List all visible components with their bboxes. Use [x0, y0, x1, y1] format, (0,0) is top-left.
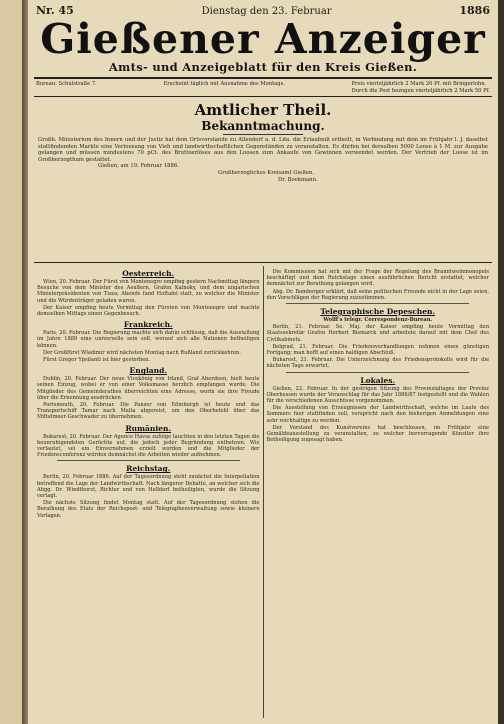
section-heading-reichstag: Reichstag.	[126, 464, 171, 474]
article-paragraph: Bukarest, 21. Februar. Die Unterzeichnung des Friedensprotokolls wird für die nächsten Tage erwartet.	[266, 357, 489, 370]
telegram-bureau: Wolff's telegr. Correspondenz-Bureau.	[323, 317, 433, 324]
article-paragraph: Der Vorstand des Kunstvereins hat beschlossen, im Frühjahr eine Gemäldeausstellung zu veranstalten, zu welcher hervorragende Künstler ihre Betheiligung zugesagt haben.	[266, 424, 489, 444]
section-heading-france: Frankreich.	[123, 320, 173, 330]
official-section-heading: Amtlicher Theil.	[194, 101, 332, 119]
article-paragraph: Portsmouth, 20. Februar. Die Panzer von Edinburgh ist heute und das Transportschiff Tamar nach Malta abgereist, um den Oberbefehl über das Mittelmeer-Geschwader zu übernehmen.	[37, 402, 260, 421]
announcement-signature	[28, 163, 498, 183]
section-heading-telegrams: Telegraphische Depeschen.	[320, 307, 436, 317]
info-price-post: Durch die Post bezogen vierteljährlich 2 Mark 50 Pf.	[351, 87, 490, 94]
section-heading-england: England.	[129, 366, 167, 376]
article-paragraph: Die Ausstellung von Erzeugnissen der Landwirthschaft, welche im Laufe des Sommers hier stattfinden soll, verspricht nach den bisherigen Anmeldungen eine sehr reichhaltige zu werden.	[266, 405, 489, 424]
masthead-info	[28, 79, 498, 96]
article-paragraph: Der Großfürst Wladimir wird nächsten Montag nach Rußland zurückkehren.	[43, 349, 241, 356]
page-edge-shadow	[498, 0, 504, 724]
info-schedule: Erscheint täglich mit Ausnahme des Montags.	[163, 81, 285, 87]
article-paragraph: Wien, 20. Februar. Der Fürst von Montenegro empfing gestern Nachmittag längere Besuche von dem Minister des Aeußern, Grafen Kalnoky, und dem ungarischen Ministerpräsidenten von Tisza; Abends fand Hoftafel statt, zu welcher die Minister und die Würdenträger geladen waren.	[37, 279, 260, 304]
masthead-rule-bottom	[34, 96, 492, 97]
article-paragraph: Die nächste Sitzung findet Montag statt. Auf der Tagesordnung stehen die Berathung des Etats der Reichspost- und Telegraphenverwaltung sowie kleinere Vorlagen.	[37, 500, 260, 519]
signature-office: Großherzogliches Kreisamt Gießen.	[218, 169, 315, 176]
issue-year: 1886	[459, 4, 490, 17]
article-paragraph: Berlin, 21. Februar. Se. Maj. der Kaiser empfing heute Vormittag den Staatssekretär Grafen Herbert Bismarck und arbeitete darauf mit dem Chef des Civilkabinets.	[266, 324, 489, 343]
issue-date: Dienstag den 23. Februar	[201, 6, 332, 17]
info-price-local: Preis vierteljährlich 2 Mark 20 Pf. mit Bringerlohn.	[351, 81, 487, 87]
adjacent-page-stub	[0, 0, 23, 724]
news-columns	[34, 266, 492, 718]
newspaper-page	[28, 0, 498, 724]
signature-place: Gießen, am 19. Februar 1886.	[98, 163, 179, 170]
article-paragraph: Paris, 20. Februar. Die Regierung machte sich dahin schlüssig, daß die Ausstellung im Jahre 1889 eine universelle sein soll, worauf sich alle Nationen betheiligen können.	[37, 330, 260, 349]
article-paragraph: Fürst Gregor Ypsilanti ist hier gestorben.	[43, 357, 151, 364]
info-price	[352, 81, 490, 94]
article-paragraph: Die Kommission hat sich mit der Frage der Regelung des Branntweinmonopols beschäftigt und dem Reichstage einen ausführlichen Bericht erstattet, welcher demnächst zur Berathung gelangen wird.	[266, 269, 489, 288]
announcement-rule	[223, 134, 303, 135]
article-paragraph: Belgrad, 21. Februar. Die Friedensverhandlungen nehmen einen günstigen Fortgang; man hofft auf einen baldigen Abschluß.	[266, 343, 489, 357]
signature-name: Dr. Boekmann.	[278, 176, 318, 183]
article-paragraph: Berlin, 20. Februar 1886. Auf der Tagesordnung steht zunächst die Interpellation betreffend die Lage der Landwirthschaft. Nach längerer Debatte, an welcher sich die Abgg. Dr. Windthorst, Richter und von Helldorf betheiligten, wurde die Sitzung vertagt.	[37, 474, 260, 500]
announcement-heading: Bekanntmachung.	[201, 119, 325, 133]
info-bureau: Bureau: Schulstraße 7.	[36, 81, 97, 87]
article-paragraph: Gießen, 22. Februar. In der gestrigen Sitzung des Provinzialtages der Provinz Oberhessen wurde der Voranschlag für das Jahr 1886/87 festgestellt und die Wahlen für die verschiedenen Ausschüsse vorgenommen.	[266, 385, 489, 405]
section-divider	[286, 303, 469, 304]
section-divider	[286, 372, 469, 373]
article-paragraph: Dublin, 20. Februar. Der neue Vicekönig von Irland, Graf Aberdeen, hielt heute seinen Einzug, wobei er von einer Volksmasse herzlich empfangen wurde. Die Mitglieder des Gemeinderathes überreichten eine Adresse, worin sie ihre Freude über die Ernennung ausdrücken.	[37, 376, 260, 401]
article-paragraph: Bukarest, 20. Februar. Der Agence Havas zufolge tauchten in den letzten Tagen die beunruhigendsten Gerüchte auf, die jedoch jeder Begründung entbehren. Wie verlautet, sei ein Einvernehmen erzielt worden und die Mitglieder der Friedensconferenz würden demnächst die Arbeiten wieder aufnehmen.	[37, 433, 260, 459]
right-column	[263, 266, 492, 718]
section-heading-local: Lokales.	[360, 375, 396, 385]
article-paragraph: Der Kaiser empfing heute Vormittag den Fürsten von Montenegro und machte demselben Mittags einen Gegenbesuch.	[37, 304, 260, 318]
left-column	[34, 266, 263, 718]
newspaper-title: Gießener Anzeiger	[40, 15, 486, 63]
section-divider	[57, 460, 240, 461]
announcement-text: Großh. Ministerium des Innern und der Justiz hat dem Ortsvorstande zu Allendorf a. d. Lda. die Erlaubniß ertheilt, in Verbindung mit dem im Frühjahr l. J. daselbst stattfindenden Markte eine Verloosung von Vieh und landwirthschaftlichen Gegenständen zu veranstalten. Es dürfen bei derselben 5000 Loose à 1 M. zur Ausgabe gelangen und müssen mindestens 70 pCt. des Bruttoerlöses aus den Loosen zum Ankaufe von Gewinnen verwendet werden. Der Vertrieb der Loose ist im Großherzogthum gestattet.	[38, 137, 488, 163]
official-section-rule	[34, 262, 492, 263]
section-heading-austria: Oesterreich.	[122, 269, 175, 278]
issue-number: Nr. 45	[36, 4, 74, 17]
newspaper-subtitle: Amts- und Anzeigeblatt für den Kreis Gießen.	[108, 60, 418, 74]
section-heading-romania: Rumänien.	[125, 423, 172, 433]
article-paragraph: Abg. Dr. Bamberger erklärt, daß seine politischen Freunde nicht in der Lage seien, den Vorschlägen der Regierung zuzustimmen.	[266, 288, 489, 301]
